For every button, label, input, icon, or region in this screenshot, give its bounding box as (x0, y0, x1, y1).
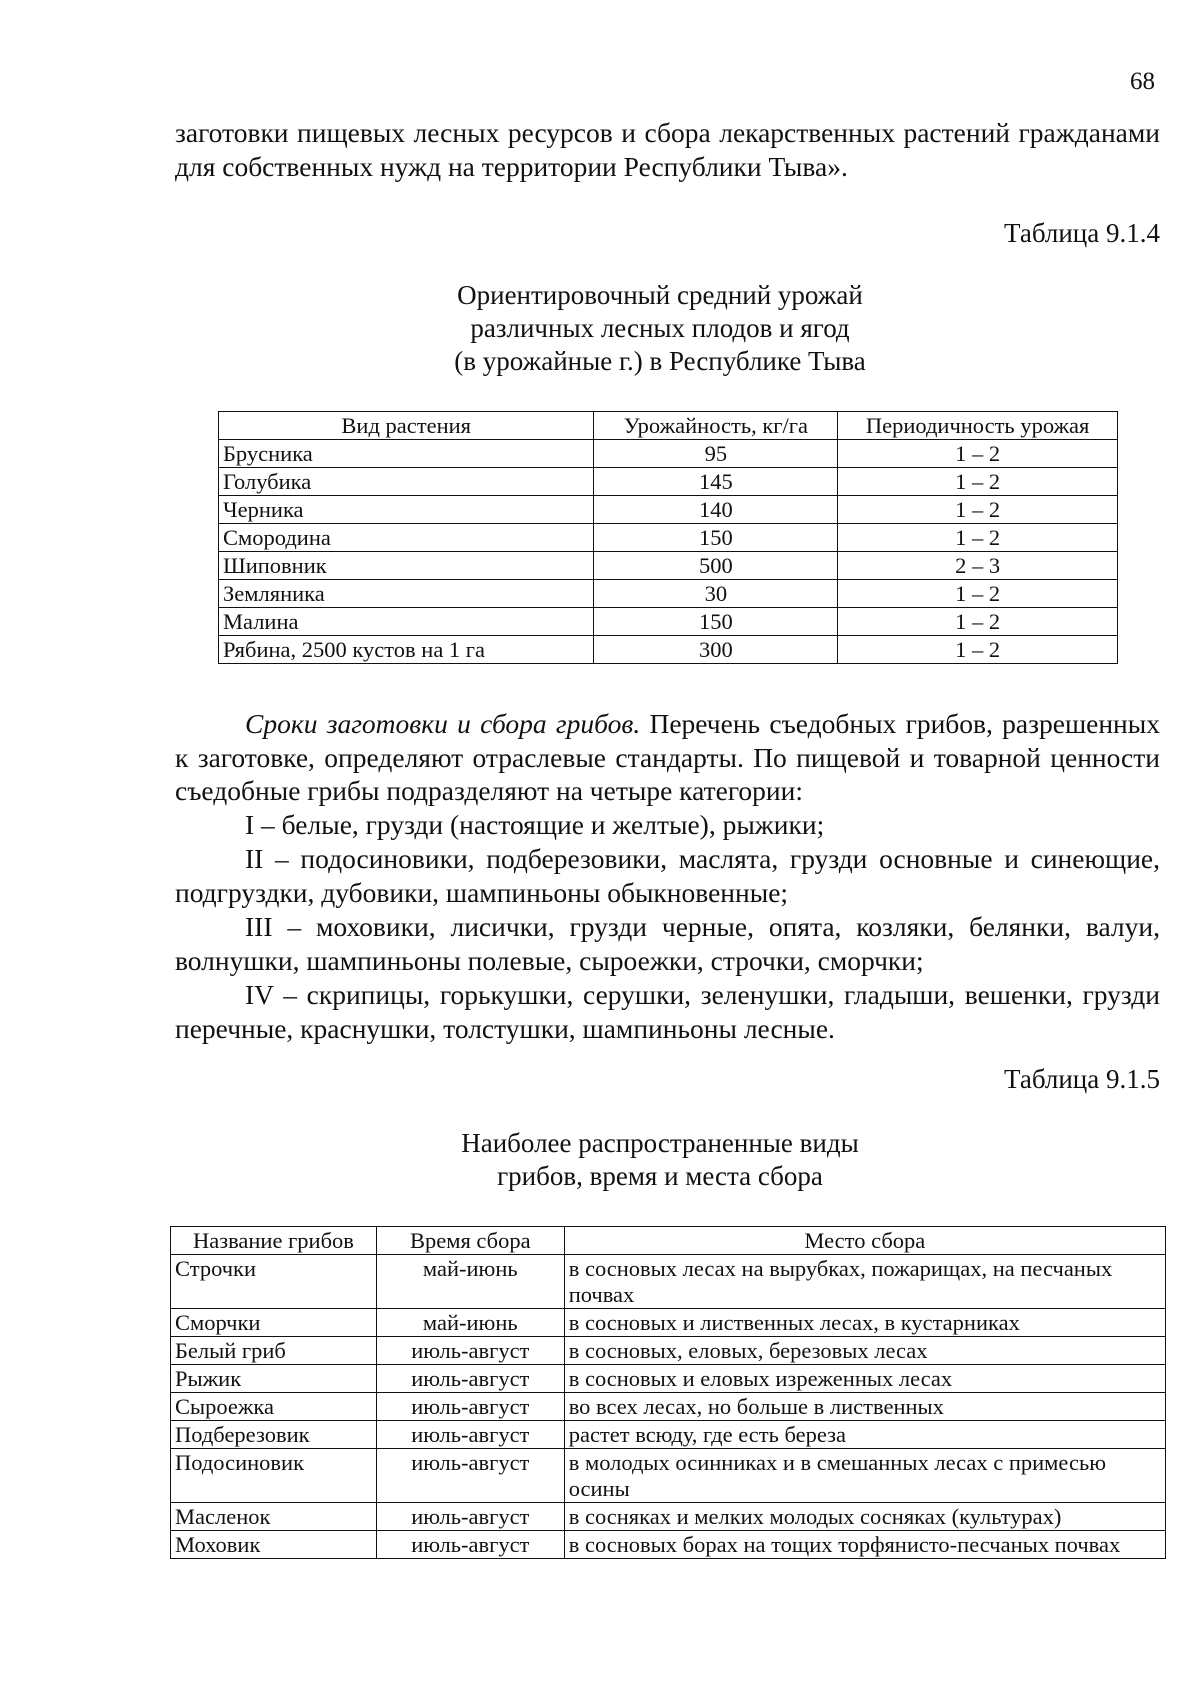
place-cell: в молодых осинниках и в смешанных лесах с примесью осины (564, 1449, 1165, 1503)
plant-cell: Голубика (219, 468, 594, 496)
table-row (171, 1365, 1166, 1393)
periodicity-cell: 1 – 2 (838, 440, 1118, 468)
periodicity-cell: 1 – 2 (838, 580, 1118, 608)
mushroom-name-cell: Рыжик (171, 1365, 377, 1393)
intro-paragraph: заготовки пищевых лесных ресурсов и сбора лекарственных растений гражданами для собственных нужд на территории Республики Тыва». (175, 117, 1160, 182)
table-title-line: (в урожайные г.) в Республике Тыва (454, 346, 866, 376)
mushroom-intro-paragraph (175, 707, 1160, 808)
plant-cell: Шиповник (219, 552, 594, 580)
yield-cell: 150 (594, 524, 838, 552)
mushroom-name-cell: Подберезовик (171, 1421, 377, 1449)
table-9-1-5-label: Таблица 9.1.5 (1004, 1064, 1160, 1094)
table-9-1-5-title (0, 1127, 1200, 1193)
table-row (171, 1393, 1166, 1421)
table-row (171, 1503, 1166, 1531)
mushroom-name-cell: Строчки (171, 1255, 377, 1309)
time-cell: июль-август (376, 1393, 564, 1421)
table-9-1-4-label: Таблица 9.1.4 (1004, 218, 1160, 248)
plant-cell: Малина (219, 608, 594, 636)
plant-cell: Брусника (219, 440, 594, 468)
column-header-yield: Урожайность, кг/га (594, 412, 838, 440)
time-cell: июль-август (376, 1337, 564, 1365)
plant-cell: Земляника (219, 580, 594, 608)
yield-table (218, 411, 1118, 664)
mushroom-intro-text: Перечень съедобных грибов, разрешенных к заготовке, определяют отраслевые стандарты. По пищевой и товарной ценности съедобные грибы подразделяют на четыре категории: (175, 708, 1160, 806)
table-row (219, 496, 1118, 524)
table-row (219, 440, 1118, 468)
yield-cell: 145 (594, 468, 838, 496)
table-title-line: различных лесных плодов и ягод (470, 313, 850, 343)
mushroom-name-cell: Сморчки (171, 1309, 377, 1337)
table-row (219, 580, 1118, 608)
place-cell: в сосновых и лиственных лесах, в кустарниках (564, 1309, 1165, 1337)
table-row (171, 1309, 1166, 1337)
table-row (219, 468, 1118, 496)
periodicity-cell: 1 – 2 (838, 608, 1118, 636)
mushroom-name-cell: Сыроежка (171, 1393, 377, 1421)
table-row (171, 1449, 1166, 1503)
table-9-1-4-title (0, 279, 1200, 378)
yield-cell: 95 (594, 440, 838, 468)
column-header-periodicity: Периодичность урожая (838, 412, 1118, 440)
table-row (219, 524, 1118, 552)
periodicity-cell: 2 – 3 (838, 552, 1118, 580)
column-header-time: Время сбора (376, 1227, 564, 1255)
mushroom-table (170, 1226, 1166, 1559)
table-title-line: грибов, время и места сбора (497, 1161, 823, 1191)
place-cell: в сосновых лесах на вырубках, пожарищах, на песчаных почвах (564, 1255, 1165, 1309)
table-row (219, 552, 1118, 580)
place-cell: в сосняках и мелких молодых сосняках (культурах) (564, 1503, 1165, 1531)
table-row (219, 608, 1118, 636)
time-cell: июль-август (376, 1531, 564, 1559)
yield-cell: 150 (594, 608, 838, 636)
place-cell: во всех лесах, но больше в лиственных (564, 1393, 1165, 1421)
column-header-plant: Вид растения (219, 412, 594, 440)
time-cell: май-июнь (376, 1309, 564, 1337)
time-cell: июль-август (376, 1421, 564, 1449)
yield-cell: 140 (594, 496, 838, 524)
table-header-row (219, 412, 1118, 440)
mushroom-category-4: IV – скрипицы, горькушки, серушки, зеленушки, гладыши, вешенки, грузди перечные, краснушки, толстушки, шампиньоны лесные. (175, 979, 1160, 1044)
table-title-line: Наиболее распространенные виды (461, 1128, 859, 1158)
page-number: 68 (1130, 68, 1155, 95)
table-header-row (171, 1227, 1166, 1255)
place-cell: в сосновых борах на тощих торфянисто-песчаных почвах (564, 1531, 1165, 1559)
periodicity-cell: 1 – 2 (838, 496, 1118, 524)
table-row (171, 1531, 1166, 1559)
periodicity-cell: 1 – 2 (838, 524, 1118, 552)
yield-cell: 500 (594, 552, 838, 580)
time-cell: июль-август (376, 1503, 564, 1531)
periodicity-cell: 1 – 2 (838, 468, 1118, 496)
mushroom-section-heading: Сроки заготовки и сбора грибов. (245, 708, 641, 739)
plant-cell: Черника (219, 496, 594, 524)
table-title-line: Ориентировочный средний урожай (457, 280, 863, 310)
table-row (171, 1255, 1166, 1309)
table-row (171, 1337, 1166, 1365)
table-row (219, 636, 1118, 664)
plant-cell: Смородина (219, 524, 594, 552)
mushroom-category-2: II – подосиновики, подберезовики, маслята, грузди основные и синеющие, подгруздки, дубовики, шампиньоны обыкновенные; (175, 843, 1160, 908)
place-cell: в сосновых и еловых изреженных лесах (564, 1365, 1165, 1393)
table-row (171, 1421, 1166, 1449)
yield-cell: 30 (594, 580, 838, 608)
place-cell: растет всюду, где есть береза (564, 1421, 1165, 1449)
mushroom-name-cell: Белый гриб (171, 1337, 377, 1365)
plant-cell: Рябина, 2500 кустов на 1 га (219, 636, 594, 664)
mushroom-category-3: III – моховики, лисички, грузди черные, опята, козляки, белянки, валуи, волнушки, шампиньоны полевые, сыроежки, строчки, сморчки; (175, 911, 1160, 976)
periodicity-cell: 1 – 2 (838, 636, 1118, 664)
yield-cell: 300 (594, 636, 838, 664)
mushroom-name-cell: Подосиновик (171, 1449, 377, 1503)
place-cell: в сосновых, еловых, березовых лесах (564, 1337, 1165, 1365)
time-cell: май-июнь (376, 1255, 564, 1309)
column-header-place: Место сбора (564, 1227, 1165, 1255)
mushroom-category-1: I – белые, грузди (настоящие и желтые), рыжики; (245, 809, 825, 840)
mushroom-name-cell: Моховик (171, 1531, 377, 1559)
column-header-name: Название грибов (171, 1227, 377, 1255)
mushroom-name-cell: Масленок (171, 1503, 377, 1531)
time-cell: июль-август (376, 1365, 564, 1393)
time-cell: июль-август (376, 1449, 564, 1503)
